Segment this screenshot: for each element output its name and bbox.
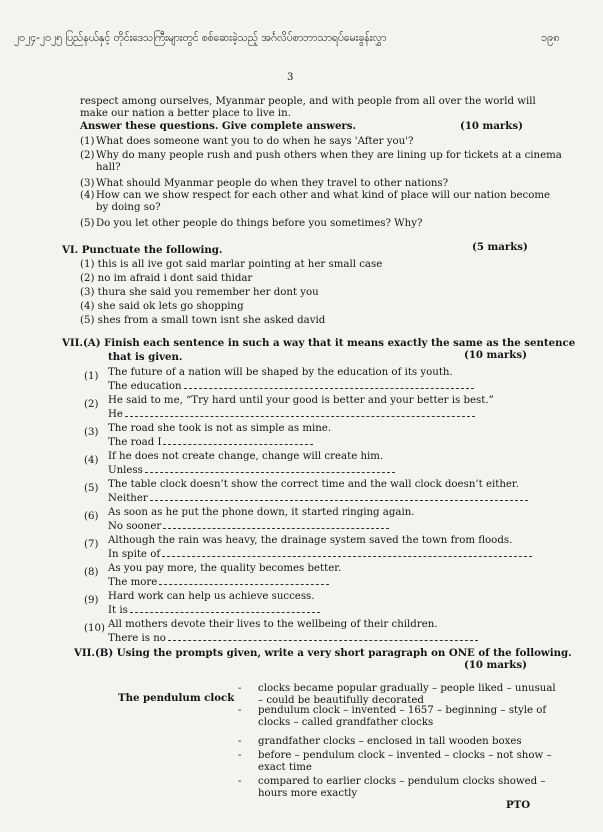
- question-number: (4): [80, 190, 95, 201]
- viia-sentence: If he does not create change, change will create him.: [108, 451, 384, 462]
- viia-answer-starter: [108, 437, 313, 448]
- section-viia-heading-2: that is given.: [108, 351, 183, 363]
- viia-item-number: (3): [84, 427, 99, 438]
- prompt-bullet: -: [238, 750, 242, 761]
- answer-blank-line[interactable]: [145, 471, 395, 473]
- viia-answer-starter: [108, 549, 532, 560]
- viia-item-number: (9): [84, 595, 99, 606]
- viia-sentence: As you pay more, the quality becomes better.: [108, 563, 342, 574]
- viia-starter-text: There is no: [108, 633, 166, 644]
- viib-prompt-line: grandfather clocks – enclosed in tall wooden boxes: [258, 736, 522, 747]
- answer-blank-line[interactable]: [184, 387, 474, 389]
- page-number: ၁၉၈: [541, 31, 560, 44]
- viia-starter-text: He: [108, 409, 123, 420]
- pto-label: PTO: [506, 799, 531, 811]
- answer-blank-line[interactable]: [162, 555, 532, 557]
- question-number: (1): [80, 136, 95, 147]
- intro-line-1: respect among ourselves, Myanmar people, and with people from all over the world will: [80, 96, 536, 107]
- viib-prompt-line: – could be beautifully decorated: [258, 695, 424, 706]
- section-vi-heading: VI. Punctuate the following.: [62, 244, 223, 256]
- viia-answer-starter: [108, 633, 478, 644]
- viia-starter-text: Neither: [108, 493, 148, 504]
- question-text: What does someone want you to do when he says 'After you'?: [96, 136, 414, 147]
- viia-answer-starter: [108, 381, 474, 392]
- answer-blank-line[interactable]: [130, 611, 320, 613]
- viia-item-number: (6): [84, 511, 99, 522]
- viib-prompt-line: hours more exactly: [258, 788, 358, 799]
- question-text: How can we show respect for each other and what kind of place will our nation become: [96, 190, 551, 201]
- viia-starter-text: No sooner: [108, 521, 162, 532]
- viia-answer-starter: [108, 465, 395, 476]
- prompt-bullet: -: [238, 776, 242, 787]
- viia-sentence: As soon as he put the phone down, it started ringing again.: [108, 507, 415, 518]
- viia-item-number: (5): [84, 483, 99, 494]
- questions-heading: Answer these questions. Give complete answers.: [80, 120, 357, 132]
- viib-prompt-line: pendulum clock – invented – 1657 – beginning – style of: [258, 705, 547, 716]
- question-number: (5): [80, 218, 95, 229]
- section-vi-marks: (5 marks): [472, 241, 528, 253]
- answer-blank-line[interactable]: [159, 583, 329, 585]
- answer-blank-line[interactable]: [150, 499, 528, 501]
- viib-prompt-line: clocks – called grandfather clocks: [258, 717, 434, 728]
- viia-item-number: (4): [84, 455, 99, 466]
- prompt-bullet: -: [238, 736, 242, 747]
- viia-starter-text: Unless: [108, 465, 143, 476]
- section-viia-marks: (10 marks): [464, 349, 527, 361]
- viia-sentence: He said to me, “Try hard until your good is better and your better is best.”: [108, 395, 494, 406]
- viia-sentence: Although the rain was heavy, the drainage system saved the town from floods.: [108, 535, 513, 546]
- viia-sentence: The future of a nation will be shaped by the education of its youth.: [108, 367, 453, 378]
- viia-sentence: Hard work can help us achieve success.: [108, 591, 315, 602]
- viia-starter-text: The more: [108, 577, 158, 588]
- intro-line-2: make our nation a better place to live in.: [80, 108, 291, 119]
- punctuate-item: (1) this is all ive got said marlar pointing at her small case: [80, 259, 383, 270]
- viia-sentence: The road she took is not as simple as mine.: [108, 423, 332, 434]
- punctuate-item: (3) thura she said you remember her dont you: [80, 287, 319, 298]
- punctuate-item: (2) no im afraid i dont said thidar: [80, 273, 253, 284]
- viia-answer-starter: [108, 605, 320, 616]
- question-text: What should Myanmar people do when they travel to other nations?: [96, 178, 449, 189]
- punctuate-item: (5) shes from a small town isnt she asked david: [80, 315, 326, 326]
- section-viia-heading-1: VII.(A) Finish each sentence in such a way that it means exactly the same as the sentence: [62, 337, 576, 349]
- questions-marks: (10 marks): [460, 120, 523, 132]
- answer-blank-line[interactable]: [163, 443, 313, 445]
- question-number: (3): [80, 178, 95, 189]
- viia-answer-starter: [108, 493, 528, 504]
- answer-blank-line[interactable]: [163, 527, 389, 529]
- question-text: hall?: [96, 162, 121, 173]
- prompt-bullet: -: [238, 683, 242, 694]
- viia-starter-text: It is: [108, 605, 128, 616]
- viib-prompt-line: before – pendulum clock – invented – clocks – not show –: [258, 750, 552, 761]
- viia-item-number: (2): [84, 399, 99, 410]
- viia-item-number: (7): [84, 539, 99, 550]
- viia-item-number: (8): [84, 567, 99, 578]
- question-text: Why do many people rush and push others when they are lining up for tickets at a cinema: [96, 150, 562, 161]
- viia-answer-starter: [108, 409, 475, 420]
- viia-item-number: (1): [84, 371, 99, 382]
- section-viib-marks: (10 marks): [464, 659, 527, 671]
- viib-prompt-line: exact time: [258, 762, 312, 773]
- viib-prompt-line: compared to earlier clocks – pendulum clocks showed –: [258, 776, 546, 787]
- viia-sentence: The table clock doesn’t show the correct time and the wall clock doesn’t either.: [108, 479, 519, 490]
- prompt-bullet: -: [238, 705, 242, 716]
- viia-item-number: (10): [84, 623, 105, 634]
- viia-answer-starter: [108, 521, 389, 532]
- punctuate-item: (4) she said ok lets go shopping: [80, 301, 244, 312]
- page-header-title: ၂၀၂၄-၂၀၂၅ ပြည်နယ်နှင့် တိုင်းဒေသကြီးများတွင် စစ်ဆေးခဲ့သည့် အင်္ဂလိပ်စာဘာသာရပ်မေးခွန်းလွှာ: [14, 32, 387, 44]
- sub-page-number: 3: [287, 72, 294, 83]
- viia-starter-text: In spite of: [108, 549, 161, 560]
- viia-sentence: All mothers devote their lives to the wellbeing of their children.: [108, 619, 438, 630]
- answer-blank-line[interactable]: [125, 415, 475, 417]
- section-viib-heading: VII.(B) Using the prompts given, write a very short paragraph on ONE of the following.: [74, 647, 572, 659]
- question-text: Do you let other people do things before you sometimes? Why?: [96, 218, 423, 229]
- answer-blank-line[interactable]: [168, 639, 478, 641]
- question-text: by doing so?: [96, 202, 161, 213]
- viib-prompt-line: clocks became popular gradually – people liked – unusual: [258, 683, 556, 694]
- viib-topic: The pendulum clock: [118, 692, 235, 704]
- viia-starter-text: The education: [108, 381, 182, 392]
- viia-answer-starter: [108, 577, 329, 588]
- viia-starter-text: The road I: [108, 437, 162, 448]
- question-number: (2): [80, 150, 95, 161]
